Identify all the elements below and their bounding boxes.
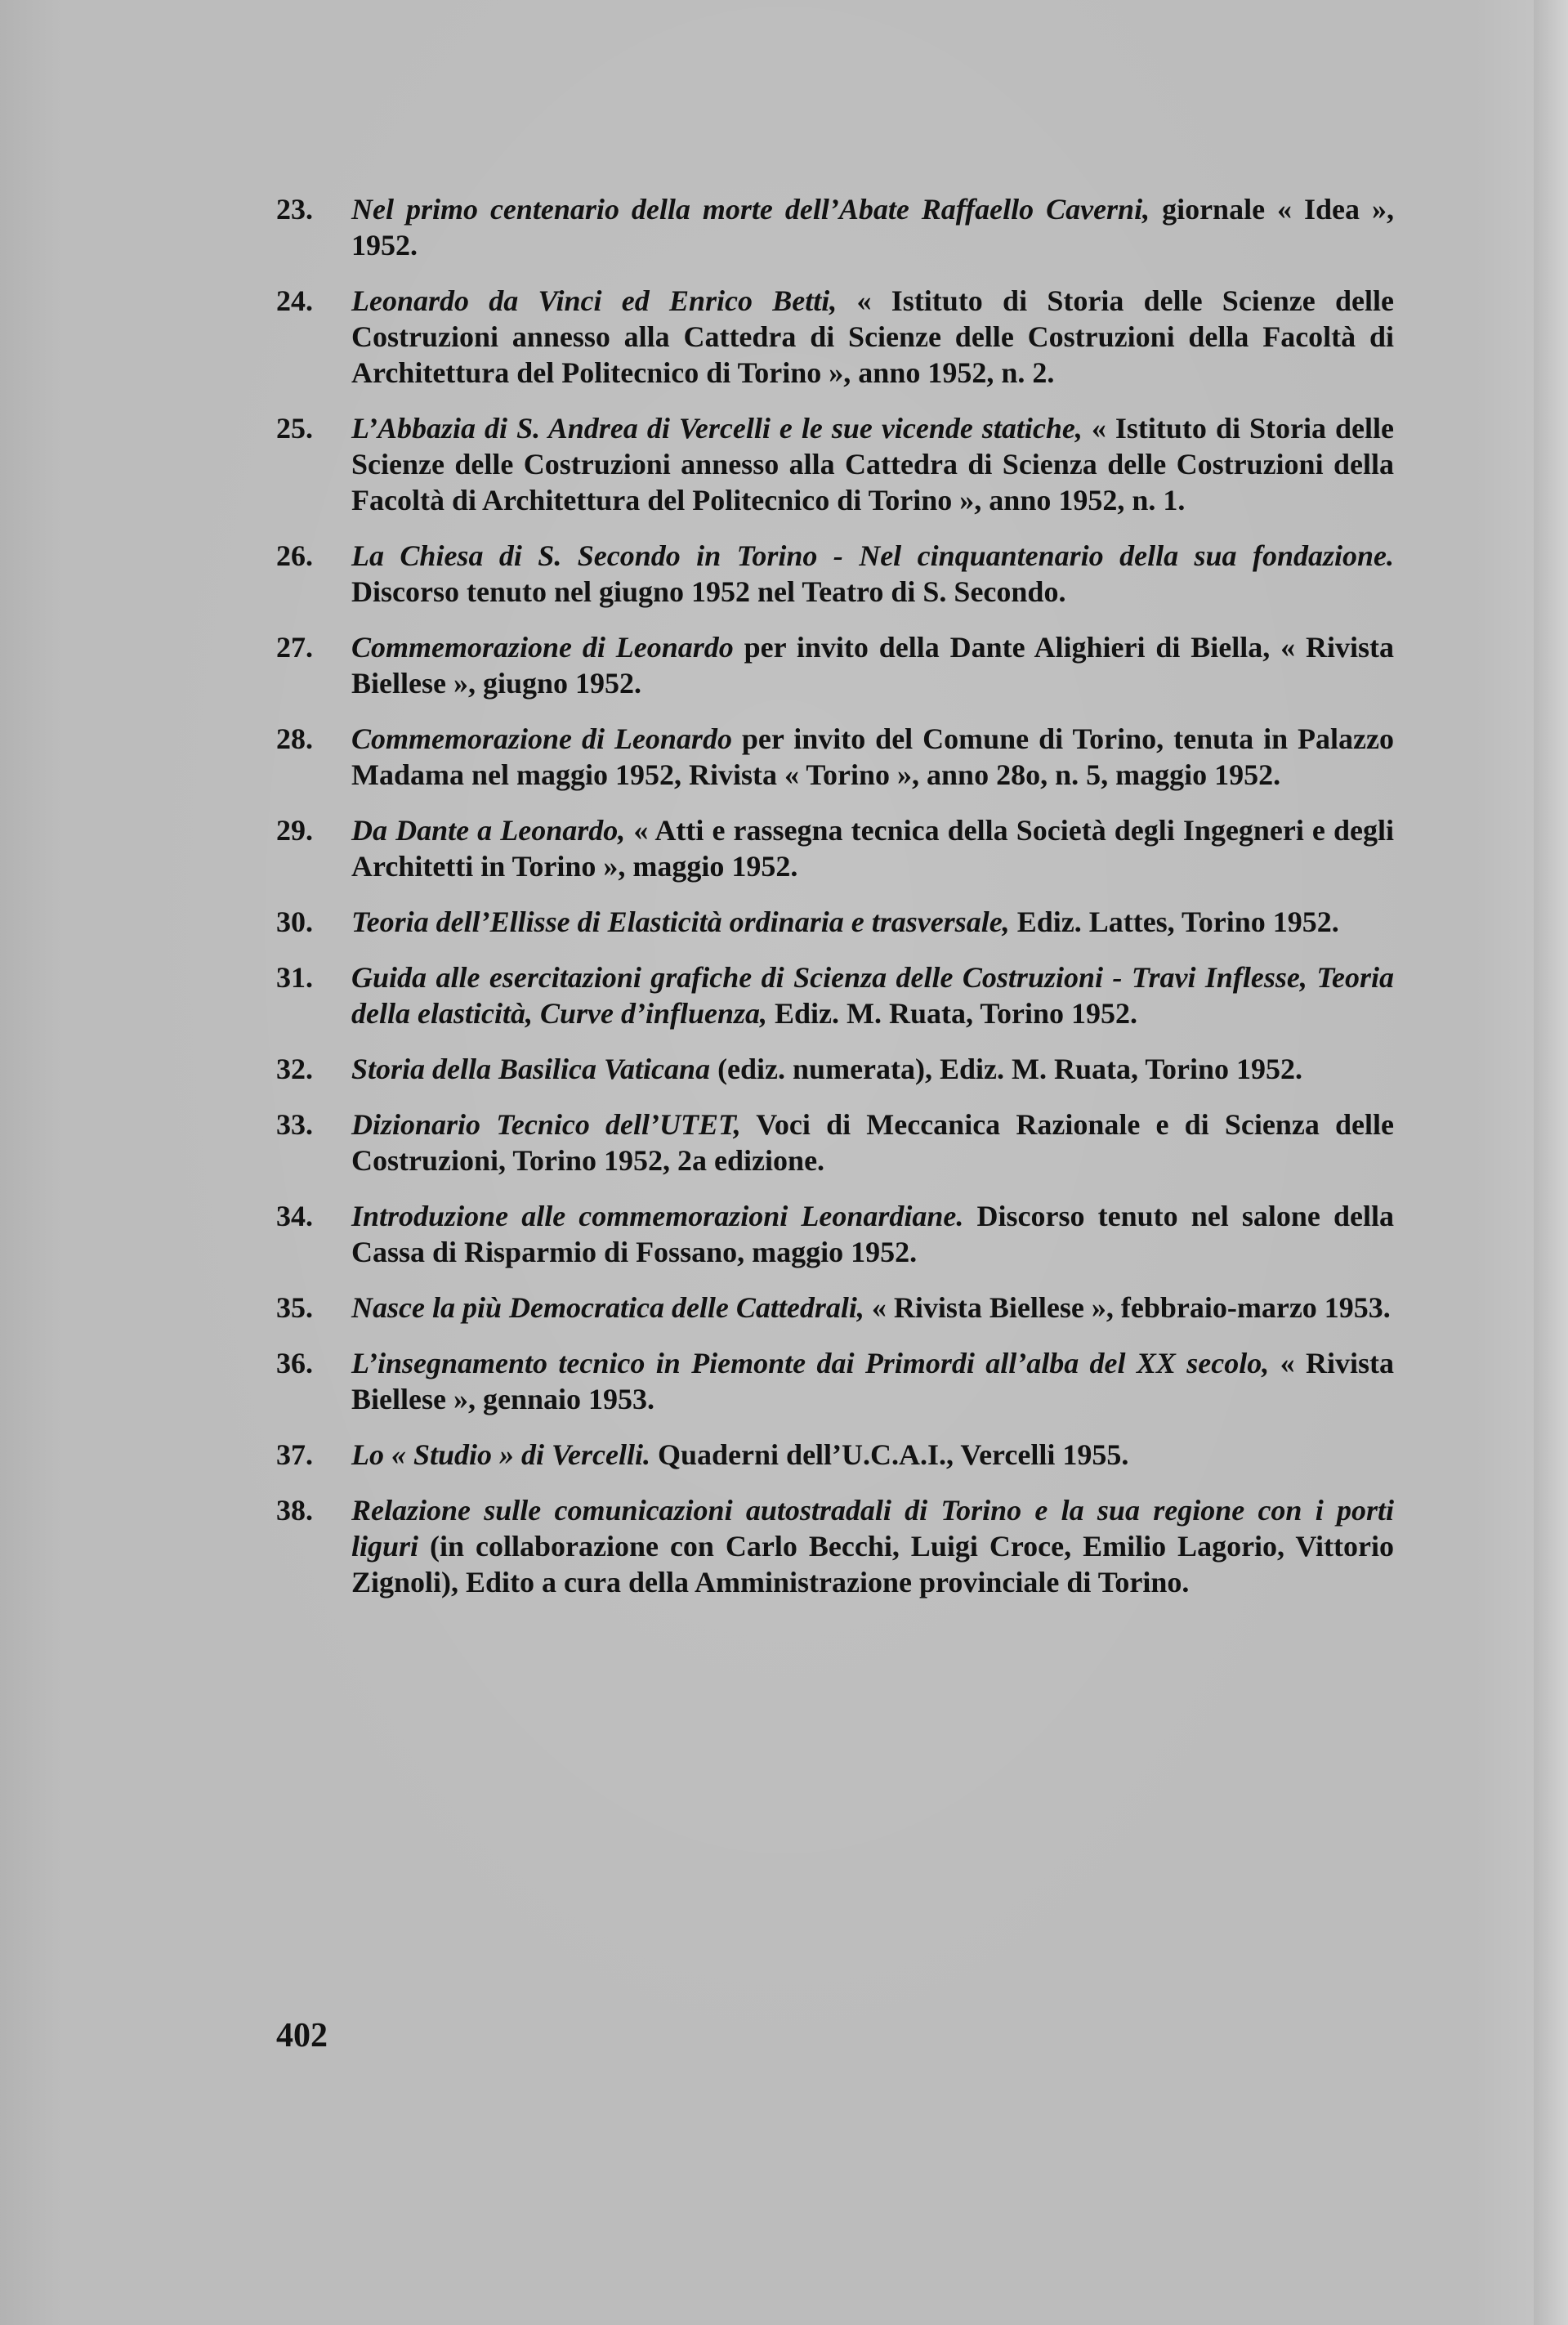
entry-details: Discorso tenuto nel salone della Cassa di Risparmio di Fossano, maggio 1952. — [351, 1200, 1394, 1268]
entry-number: 30. — [276, 905, 313, 938]
entry-number: 26. — [276, 539, 313, 572]
entry-details: per invito della Dante Alighieri di Biella, « Rivista Biellese », giugno 1952. — [351, 631, 1394, 700]
entry-number: 24. — [276, 284, 313, 317]
bibliography-entry-24 — [276, 283, 1394, 391]
entry-title: Teoria dell’Ellisse di Elasticità ordinaria e trasversale, — [351, 905, 1010, 938]
entry-title: L’insegnamento tecnico in Piemonte dai Primordi all’alba del XX secolo, — [351, 1347, 1270, 1379]
entry-details: « Rivista Biellese », gennaio 1953. — [351, 1347, 1394, 1415]
entry-details: giornale « Idea », 1952. — [351, 193, 1394, 262]
bibliography-entry-36 — [276, 1345, 1394, 1417]
entry-number: 33. — [276, 1108, 313, 1141]
entry-number: 28. — [276, 722, 313, 755]
bibliography-entry-33 — [276, 1107, 1394, 1178]
entry-number: 37. — [276, 1438, 313, 1471]
entry-details: « Atti e rassegna tecnica della Società degli Ingegneri e degli Architetti in Torino », maggio 1952. — [351, 814, 1394, 883]
entry-number: 25. — [276, 412, 313, 445]
entry-number: 29. — [276, 814, 313, 847]
entry-details: Ediz. Lattes, Torino 1952. — [1009, 905, 1339, 938]
entry-details: (ediz. numerata), Ediz. M. Ruata, Torino 1952. — [710, 1053, 1303, 1085]
entry-details: per invito del Comune di Torino, tenuta in Palazzo Madama nel maggio 1952, Rivista « Torino », anno 28o, n. 5, maggio 1952. — [351, 722, 1394, 791]
entry-title: Nel primo centenario della morte dell’Abate Raffaello Caverni, — [351, 193, 1150, 226]
bibliography-entry-27 — [276, 629, 1394, 701]
bibliography-entry-34 — [276, 1198, 1394, 1270]
bibliography-entry-26 — [276, 538, 1394, 610]
entry-number: 31. — [276, 961, 313, 994]
entry-details: Ediz. M. Ruata, Torino 1952. — [767, 997, 1138, 1030]
entry-title: Storia della Basilica Vaticana — [351, 1053, 711, 1085]
entry-title: Commemorazione di Leonardo — [351, 722, 732, 755]
page-number: 402 — [276, 2017, 328, 2054]
bibliography-entry-31 — [276, 959, 1394, 1031]
entry-number: 23. — [276, 193, 313, 226]
bibliography-entry-29 — [276, 812, 1394, 884]
entry-title: La Chiesa di S. Secondo in Torino - Nel cinquantenario della sua fondazione. — [351, 539, 1394, 572]
entry-title: Lo « Studio » di Vercelli. — [351, 1438, 651, 1471]
entry-title: Dizionario Tecnico dell’UTET, — [351, 1108, 741, 1141]
entry-title: Da Dante a Leonardo, — [351, 814, 626, 847]
entry-number: 32. — [276, 1053, 313, 1085]
bibliography-entry-37 — [276, 1437, 1394, 1473]
entry-number: 35. — [276, 1291, 313, 1324]
entry-number: 38. — [276, 1494, 313, 1527]
bibliography-entry-23 — [276, 191, 1394, 263]
page-edge-shadow — [1534, 0, 1568, 2325]
bibliography-entry-25 — [276, 410, 1394, 518]
entry-details: Voci di Meccanica Razionale e di Scienza delle Costruzioni, Torino 1952, 2a edizione. — [351, 1108, 1394, 1177]
bibliography-entry-38 — [276, 1492, 1394, 1600]
entry-details: « Istituto di Storia delle Scienze delle Costruzioni annesso alla Cattedra di Scienze delle Costruzioni della Facoltà di Architettura del Politecnico di Torino », anno 1952, n. 2. — [351, 284, 1395, 389]
entry-details: Quaderni dell’U.C.A.I., Vercelli 1955. — [650, 1438, 1129, 1471]
bibliography-entry-30 — [276, 904, 1394, 940]
entry-title: Relazione sulle comunicazioni autostradali di Torino e la sua regione con i porti liguri — [351, 1494, 1394, 1563]
entry-title: Guida alle esercitazioni grafiche di Scienza delle Costruzioni - Travi Inflesse, Teoria della elasticità, Curve d’influenza, — [351, 961, 1394, 1030]
entry-details: Discorso tenuto nel giugno 1952 nel Teatro di S. Secondo. — [351, 575, 1066, 608]
entry-title: Commemorazione di Leonardo — [351, 631, 734, 664]
entry-title: Leonardo da Vinci ed Enrico Betti, — [351, 284, 838, 317]
bibliography-list — [276, 191, 1394, 1620]
entry-title: L’Abbazia di S. Andrea di Vercelli e le sue vicende statiche, — [351, 412, 1083, 445]
bibliography-entry-32 — [276, 1051, 1394, 1087]
entry-number: 36. — [276, 1347, 313, 1379]
entry-title: Nasce la più Democratica delle Cattedrali, — [351, 1291, 864, 1324]
entry-details: (in collaborazione con Carlo Becchi, Luigi Croce, Emilio Lagorio, Vittorio Zignoli), Edito a cura della Amministrazione provinciale di Torino. — [351, 1530, 1394, 1598]
entry-number: 34. — [276, 1200, 313, 1232]
entry-number: 27. — [276, 631, 313, 664]
bibliography-entry-28 — [276, 721, 1394, 793]
entry-details: « Rivista Biellese », febbraio-marzo 1953. — [864, 1291, 1391, 1324]
bibliography-entry-35 — [276, 1290, 1394, 1326]
entry-title: Introduzione alle commemorazioni Leonardiane. — [351, 1200, 964, 1232]
entry-details: « Istituto di Storia delle Scienze delle Costruzioni annesso alla Cattedra di Scienza delle Costruzioni della Facoltà di Architettura del Politecnico di Torino », anno 1952, n. 1. — [351, 412, 1394, 516]
